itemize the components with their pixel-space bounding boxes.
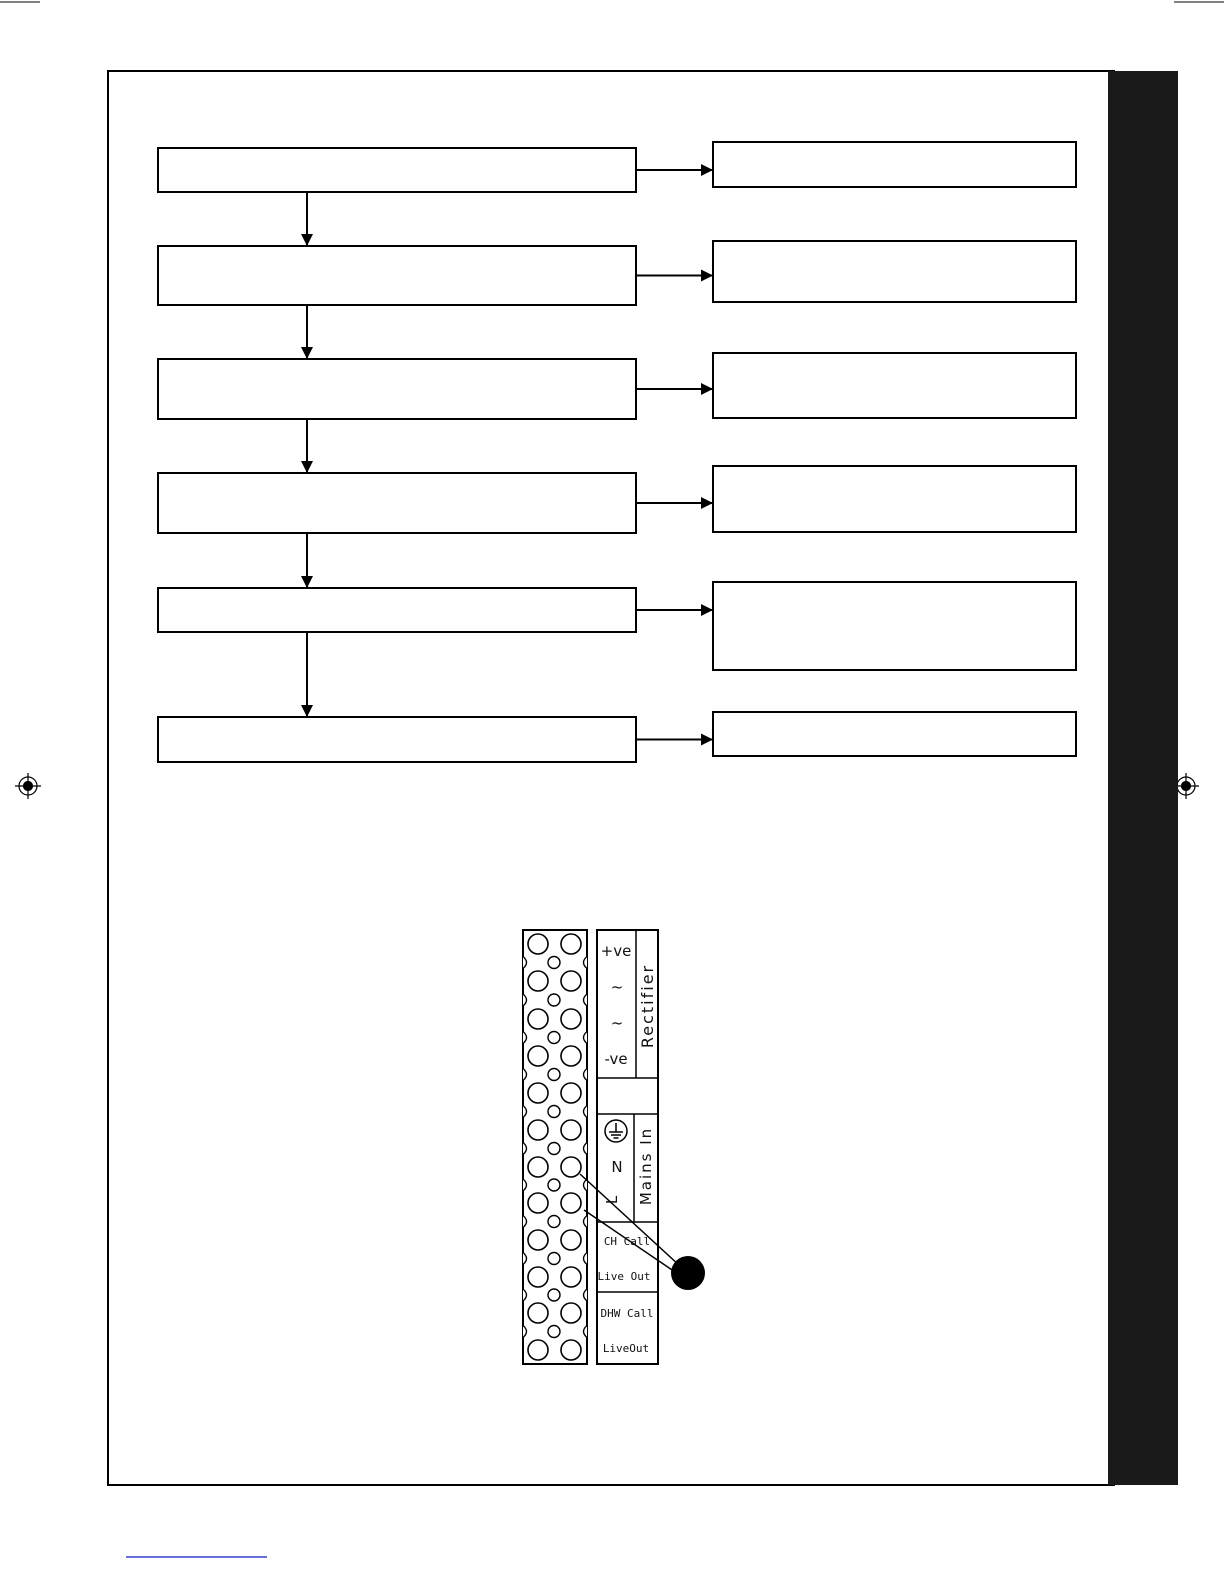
terminal-screw: [561, 1046, 581, 1066]
action-box-6: [713, 712, 1076, 756]
terminal-clamp-hole: [548, 1032, 560, 1044]
terminal-screw: [561, 1267, 581, 1287]
terminal-screw: [528, 1009, 548, 1029]
fault-finding-flowchart: [158, 142, 1076, 762]
terminal-screw: [561, 1120, 581, 1140]
terminal-clamp-hole: [548, 1289, 560, 1301]
rectifier-label: Rectifier: [638, 963, 657, 1049]
terminal-screw: [561, 934, 581, 954]
terminal-clamp-hole: [548, 1216, 560, 1228]
terminal-screw: [528, 1193, 548, 1213]
rectifier-pin-ac1: ~: [610, 978, 624, 996]
terminal-screw: [561, 1009, 581, 1029]
check-step-box-1: [158, 148, 636, 192]
check-step-box-2: [158, 246, 636, 305]
ch-live-out-label: Live Out: [597, 1270, 651, 1283]
terminal-block-diagram: [523, 930, 705, 1364]
terminal-screw: [528, 1340, 548, 1360]
check-step-box-5: [158, 588, 636, 632]
check-step-box-6: [158, 717, 636, 762]
terminal-screw: [528, 1157, 548, 1177]
terminal-screw: [561, 1157, 581, 1177]
terminal-clamp-hole: [548, 1326, 560, 1338]
terminal-clamp-hole: [548, 957, 560, 969]
rectifier-pin-plus: +ve: [600, 942, 632, 960]
mains-pin-live: L: [603, 1195, 621, 1205]
terminal-clamp-hole: [548, 1253, 560, 1265]
terminal-screw: [561, 1303, 581, 1323]
terminal-screw: [528, 1230, 548, 1250]
registration-mark-left-icon: [15, 773, 41, 799]
terminal-screw: [561, 1230, 581, 1250]
terminal-clamp-hole: [548, 1143, 560, 1155]
action-box-4: [713, 466, 1076, 532]
side-tab: [1108, 71, 1178, 1485]
rectifier-pin-minus: -ve: [604, 1050, 628, 1068]
terminal-screw: [528, 1046, 548, 1066]
terminal-clamp-hole: [548, 1179, 560, 1191]
mains-in-label: Mains In: [637, 1126, 655, 1206]
terminal-screw: [528, 1083, 548, 1103]
terminal-screw: [561, 1193, 581, 1213]
action-box-1: [713, 142, 1076, 187]
terminal-screw: [528, 971, 548, 991]
terminal-screw: [528, 1303, 548, 1323]
action-box-3: [713, 353, 1076, 418]
check-step-box-4: [158, 473, 636, 533]
action-box-2: [713, 241, 1076, 302]
terminal-clamp-hole: [548, 1106, 560, 1118]
mains-pin-neutral: N: [611, 1158, 623, 1176]
terminal-screw: [561, 1083, 581, 1103]
terminal-screw: [528, 1267, 548, 1287]
action-box-5: [713, 582, 1076, 670]
dhw-call-label: DHW Call: [600, 1307, 654, 1320]
terminal-clamp-hole: [548, 994, 560, 1006]
dhw-live-out-label: LiveOut: [602, 1342, 650, 1355]
terminal-screw: [561, 1340, 581, 1360]
callout-marker: [671, 1256, 705, 1290]
rectifier-pin-ac2: ~: [610, 1014, 624, 1032]
terminal-screw: [528, 1120, 548, 1140]
terminal-clamp-hole: [548, 1069, 560, 1081]
ch-call-label: CH Call: [603, 1235, 651, 1248]
terminal-screw: [561, 971, 581, 991]
terminal-screw: [528, 934, 548, 954]
check-step-box-3: [158, 359, 636, 419]
